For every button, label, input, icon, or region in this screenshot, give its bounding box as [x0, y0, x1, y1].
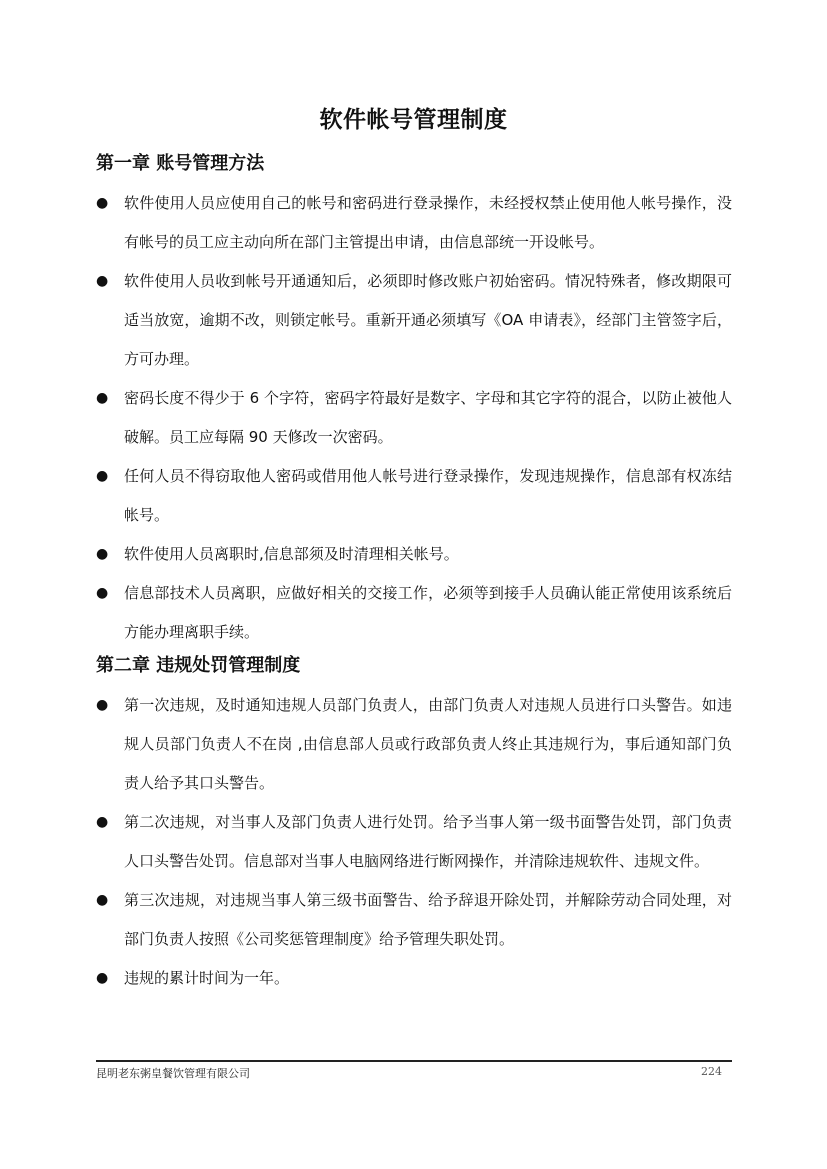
list-item-text: 软件使用人员应使用自己的帐号和密码进行登录操作，未经授权禁止使用他人帐号操作，没有帐号的员工应主动向所在部门主管提出申请，由信息部统一开设帐号。 — [124, 194, 732, 251]
list-item-text: 信息部技术人员离职，应做好相关的交接工作，必须等到接手人员确认能正常使用该系统后方能办理离职手续。 — [124, 584, 732, 641]
list-item — [96, 184, 732, 262]
bullet-icon: ● — [96, 892, 109, 908]
list-item — [96, 535, 732, 574]
bullet-icon: ● — [96, 468, 109, 484]
list-item-text: 第一次违规，及时通知违规人员部门负责人，由部门负责人对违规人员进行口头警告。如违规人员部门负责人不在岗 ,由信息部人员或行政部负责人终止其违规行为，事后通知部门负责人给予其口头警告。 — [124, 696, 732, 792]
footer-divider — [96, 1060, 732, 1062]
list-item — [96, 379, 732, 457]
list-item-text: 软件使用人员收到帐号开通通知后，必须即时修改账户初始密码。情况特殊者，修改期限可适当放宽，逾期不改，则锁定帐号。重新开通必须填写《OA 申请表》，经部门主管签字后，方可办理。 — [124, 272, 732, 368]
chapter-1-list — [96, 184, 732, 652]
list-item-text: 第二次违规，对当事人及部门负责人进行处罚。给予当事人第一级书面警告处罚，部门负责人口头警告处罚。信息部对当事人电脑网络进行断网操作，并清除违规软件、违规文件。 — [124, 813, 732, 870]
chapter-2-list — [96, 686, 732, 998]
bullet-icon: ● — [96, 390, 109, 406]
bullet-icon: ● — [96, 195, 109, 211]
bullet-icon: ● — [96, 585, 109, 601]
list-item — [96, 262, 732, 379]
list-item — [96, 574, 732, 652]
bullet-icon: ● — [96, 814, 109, 830]
footer-company-name: 昆明老东粥皇餐饮管理有限公司 — [96, 1067, 250, 1080]
list-item-text: 任何人员不得窃取他人密码或借用他人帐号进行登录操作，发现违规操作，信息部有权冻结帐号。 — [124, 467, 732, 524]
bullet-icon: ● — [96, 697, 109, 713]
list-item — [96, 803, 732, 881]
chapter-2-heading: 第二章 违规处罚管理制度 — [96, 655, 301, 676]
document-title: 软件帐号管理制度 — [319, 107, 508, 133]
list-item-text: 第三次违规，对违规当事人第三级书面警告、给予辞退开除处罚，并解除劳动合同处理，对部门负责人按照《公司奖惩管理制度》给予管理失职处罚。 — [124, 891, 732, 948]
list-item — [96, 686, 732, 803]
list-item-text: 密码长度不得少于 6 个字符，密码字符最好是数字、字母和其它字符的混合，以防止被他人破解。员工应每隔 90 天修改一次密码。 — [124, 389, 732, 446]
list-item — [96, 881, 732, 959]
bullet-icon: ● — [96, 970, 109, 986]
list-item — [96, 959, 732, 998]
page-number: 224 — [701, 1065, 722, 1078]
list-item — [96, 457, 732, 535]
list-item-text: 违规的累计时间为一年。 — [124, 969, 290, 987]
bullet-icon: ● — [96, 273, 109, 289]
chapter-1-heading: 第一章 账号管理方法 — [96, 153, 265, 174]
list-item-text: 软件使用人员离职时,信息部须及时清理相关帐号。 — [124, 545, 459, 563]
bullet-icon: ● — [96, 546, 109, 562]
